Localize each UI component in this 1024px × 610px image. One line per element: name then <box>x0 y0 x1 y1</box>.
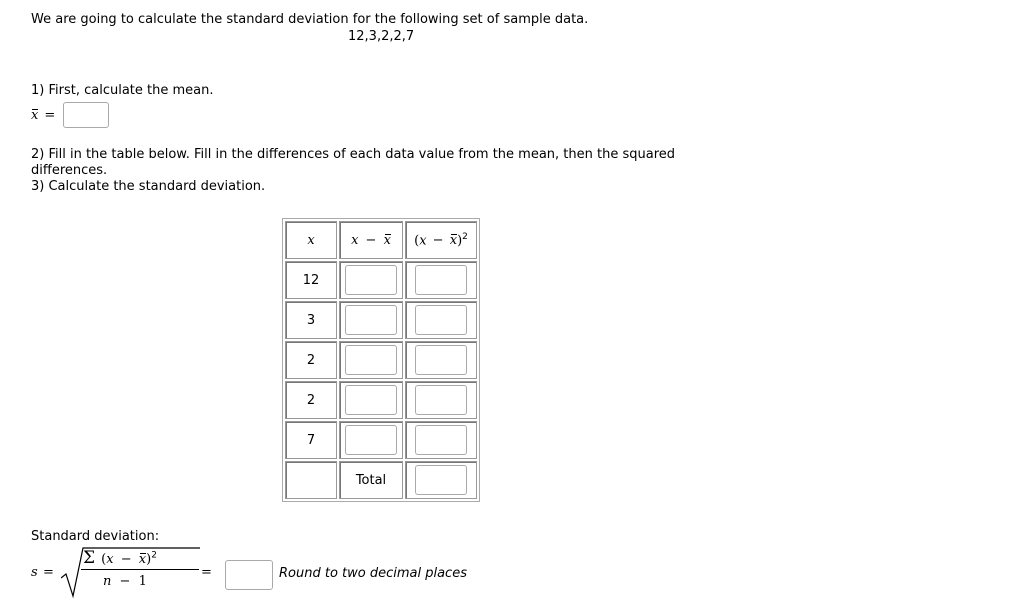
header-sq-xbar: x <box>449 233 458 249</box>
row2-diff-cell <box>339 301 403 339</box>
step2-label: 2) Fill in the table below. Fill in the differences of each data value from the mean, then the squared differences. <box>31 147 676 178</box>
header-x-label: x <box>307 232 315 248</box>
fraction-bar <box>81 569 199 570</box>
header-sq <box>405 221 477 259</box>
row5-sq-cell <box>405 421 477 459</box>
step3-label: 3) Calculate the standard deviation. <box>31 179 266 194</box>
row3-x: 2 <box>285 341 337 379</box>
row1-sq-input[interactable] <box>415 265 467 295</box>
round-note: Round to two decimal places <box>279 566 467 581</box>
row1-diff-cell <box>339 261 403 299</box>
header-x <box>285 221 337 259</box>
header-diff-x: x <box>351 232 359 248</box>
table-header-row <box>285 221 477 259</box>
mean-equals: = <box>44 107 56 123</box>
row3-diff-cell <box>339 341 403 379</box>
row2-x: 3 <box>285 301 337 339</box>
row2-sq-input[interactable] <box>415 305 467 335</box>
row3-diff-input[interactable] <box>345 345 397 375</box>
row4-sq-cell <box>405 381 477 419</box>
sd-symbol: s <box>31 565 38 580</box>
sd-label: Standard deviation: <box>31 529 160 544</box>
denom-minus: − <box>119 574 131 589</box>
row1-sq-cell <box>405 261 477 299</box>
mean-symbol: x <box>31 107 39 123</box>
row5-x: 7 <box>285 421 337 459</box>
row1-x: 12 <box>285 261 337 299</box>
sd-denominator <box>103 574 147 589</box>
denom-n: n <box>103 574 112 589</box>
header-sq-exp: 2 <box>462 231 468 242</box>
sample-data: 12,3,2,2,7 <box>348 29 415 44</box>
table-row <box>285 341 477 379</box>
numer-exp: 2 <box>151 550 157 561</box>
sigma-symbol: Σ <box>83 548 96 568</box>
header-diff <box>339 221 403 259</box>
row2-diff-input[interactable] <box>345 305 397 335</box>
total-row <box>285 461 477 499</box>
total-label: Total <box>339 461 403 499</box>
mean-row <box>31 100 109 130</box>
table-row <box>285 421 477 459</box>
header-sq-open: ( <box>414 233 420 249</box>
row4-sq-input[interactable] <box>415 385 467 415</box>
intro-text: We are going to calculate the standard deviation for the following set of sample data. <box>31 12 589 27</box>
row4-diff-input[interactable] <box>345 385 397 415</box>
numer-xbar: x <box>138 552 147 567</box>
header-diff-xbar: x <box>383 232 391 248</box>
header-sq-close: ) <box>457 233 463 249</box>
numer-close: ) <box>146 552 152 567</box>
row3-sq-cell <box>405 341 477 379</box>
table-row <box>285 301 477 339</box>
table-row <box>285 381 477 419</box>
sd-input[interactable] <box>225 560 273 590</box>
row4-x: 2 <box>285 381 337 419</box>
row5-diff-cell <box>339 421 403 459</box>
sd-equals: = <box>43 565 54 580</box>
row5-sq-input[interactable] <box>415 425 467 455</box>
sd-numerator <box>83 548 157 568</box>
header-sq-x: x <box>419 233 427 249</box>
denom-one: 1 <box>138 574 147 589</box>
numer-x: x <box>106 552 114 567</box>
header-diff-minus: − <box>365 232 377 248</box>
mean-input[interactable] <box>63 102 109 128</box>
row1-diff-input[interactable] <box>345 265 397 295</box>
sd-equals-2: = <box>201 565 212 580</box>
row4-diff-cell <box>339 381 403 419</box>
deviation-table <box>282 218 480 502</box>
step1-label: 1) First, calculate the mean. <box>31 83 214 98</box>
table-row <box>285 261 477 299</box>
total-empty-cell <box>285 461 337 499</box>
total-input[interactable] <box>415 465 467 495</box>
numer-minus: − <box>120 552 132 567</box>
row2-sq-cell <box>405 301 477 339</box>
total-cell <box>405 461 477 499</box>
header-sq-minus: − <box>432 233 444 249</box>
row3-sq-input[interactable] <box>415 345 467 375</box>
row5-diff-input[interactable] <box>345 425 397 455</box>
numer-open: ( <box>101 552 107 567</box>
